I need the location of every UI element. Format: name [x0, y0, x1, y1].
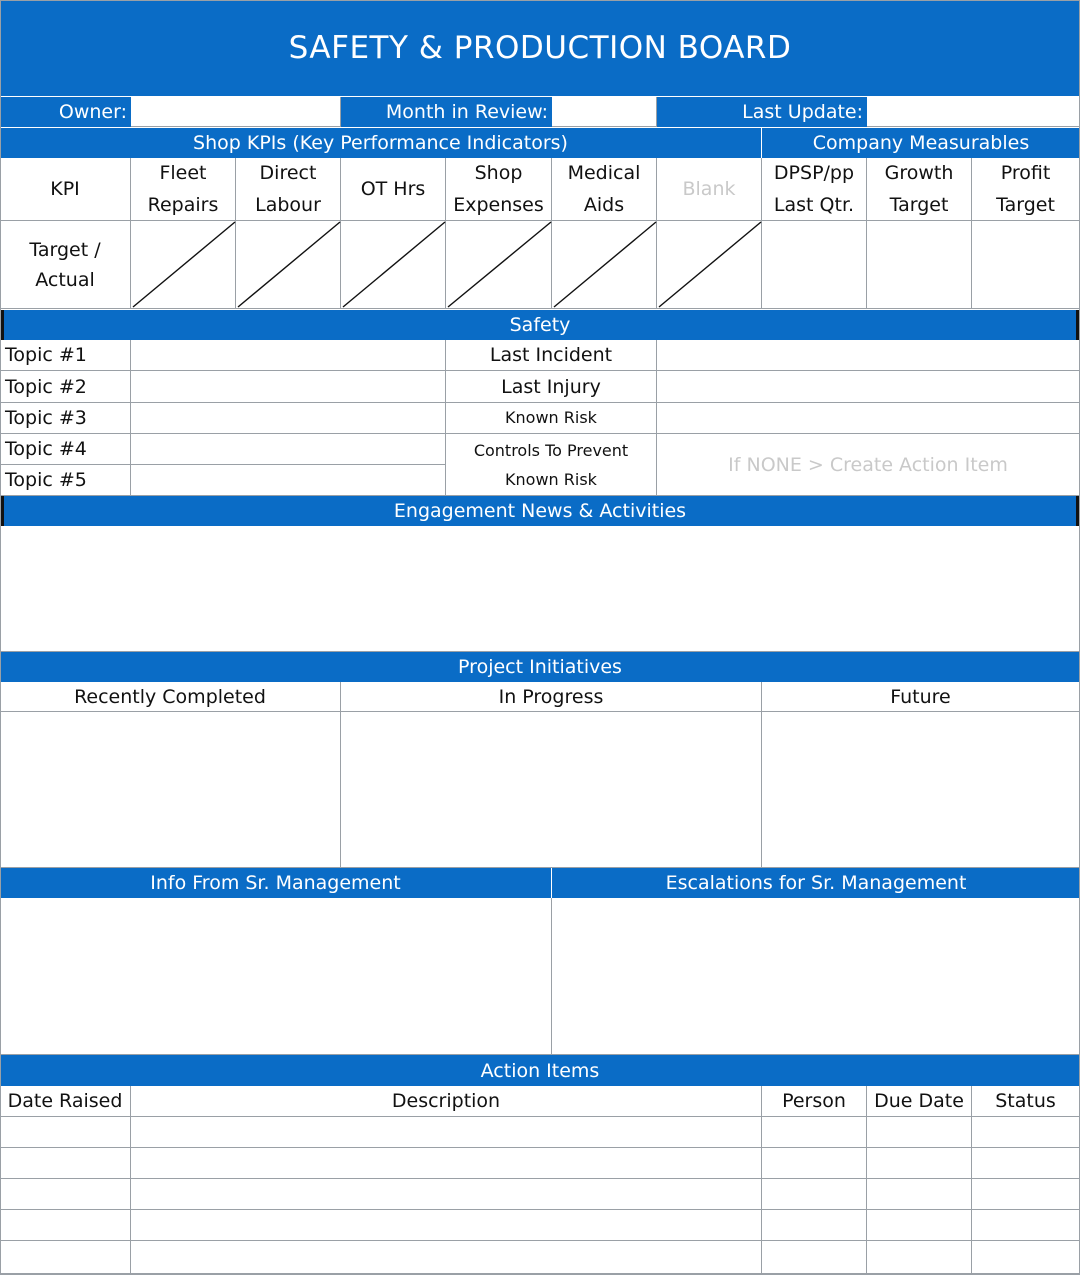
diagonal-divider: [552, 221, 657, 309]
in-progress-area[interactable]: [341, 712, 762, 868]
controls-label-line2: Known Risk: [505, 469, 597, 489]
action-item-cell[interactable]: [867, 1241, 972, 1274]
action-item-cell[interactable]: [867, 1148, 972, 1179]
target-actual-cell-fleet-repairs[interactable]: [131, 221, 236, 309]
kpi-column-shop-expenses: [446, 158, 552, 221]
kpi-column-label-line2: Repairs: [147, 194, 219, 216]
shop-kpis-header: Shop KPIs (Key Performance Indicators): [0, 128, 761, 158]
controls-label-line1: Controls To Prevent: [473, 440, 629, 460]
action-item-cell[interactable]: [762, 1179, 867, 1210]
kpi-column-direct-labour: [236, 158, 341, 221]
action-items-header: Action Items: [0, 1055, 1080, 1086]
kpi-column-label-line2: Expenses: [453, 194, 544, 216]
engagement-content-area[interactable]: [0, 526, 1080, 652]
kpi-column-label-line1: Medical: [567, 162, 641, 184]
target-actual-cell-blank[interactable]: [657, 221, 762, 309]
action-item-cell[interactable]: [131, 1241, 762, 1274]
action-item-cell[interactable]: [972, 1117, 1080, 1148]
controls-field[interactable]: If NONE > Create Action Item: [657, 434, 1080, 496]
target-actual-cell-ot-hrs[interactable]: [341, 221, 446, 309]
recently-completed-area[interactable]: [0, 712, 341, 868]
action-item-cell[interactable]: [972, 1148, 1080, 1179]
in-progress-header: In Progress: [341, 682, 762, 712]
action-item-cell[interactable]: [762, 1241, 867, 1274]
safety-topic-field[interactable]: [131, 403, 446, 434]
diagonal-divider: [446, 221, 552, 309]
safety-header-edge-left: [0, 310, 4, 340]
diagonal-divider: [341, 221, 446, 309]
action-item-cell[interactable]: [131, 1117, 762, 1148]
engagement-header-edge-left: [0, 496, 4, 526]
month-in-review-field[interactable]: [552, 97, 657, 127]
last-injury-label: Last Injury: [446, 371, 657, 403]
action-item-cell[interactable]: [0, 1148, 131, 1179]
company-column-dpsp: [762, 158, 867, 221]
owner-label: Owner:: [0, 97, 131, 127]
target-actual-cell-medical-aids[interactable]: [552, 221, 657, 309]
target-actual-label: [0, 221, 131, 309]
action-item-cell[interactable]: [131, 1179, 762, 1210]
action-item-cell[interactable]: [972, 1179, 1080, 1210]
company-column-label-line2: Last Qtr.: [773, 194, 855, 216]
future-header: Future: [762, 682, 1080, 712]
last-incident-field[interactable]: [657, 340, 1080, 371]
target-actual-label-line1: Target /: [29, 238, 101, 261]
action-item-cell[interactable]: [867, 1117, 972, 1148]
company-measurables-header: Company Measurables: [762, 128, 1080, 158]
action-item-cell[interactable]: [762, 1117, 867, 1148]
action-item-cell[interactable]: [0, 1117, 131, 1148]
safety-topic-field[interactable]: [131, 465, 446, 496]
company-column-label-line2: Target: [889, 194, 949, 216]
safety-header: Safety: [0, 310, 1080, 340]
kpi-column-label-line2: Labour: [255, 194, 321, 216]
engagement-header-edge-right: [1076, 496, 1080, 526]
known-risk-field[interactable]: [657, 403, 1080, 434]
kpi-column-blank: [657, 158, 762, 221]
action-col-person: Person: [762, 1086, 867, 1117]
action-col-status: Status: [972, 1086, 1080, 1117]
safety-topic-label: Topic #2: [0, 371, 131, 403]
kpi-column-label-line2: Aids: [583, 194, 625, 216]
action-item-cell[interactable]: [762, 1148, 867, 1179]
company-column-label-line2: Target: [996, 194, 1055, 216]
diagonal-divider: [236, 221, 341, 309]
target-actual-cell-direct-labour[interactable]: [236, 221, 341, 309]
last-update-label: Last Update:: [657, 97, 867, 127]
last-injury-field[interactable]: [657, 371, 1080, 403]
diagonal-divider: [657, 221, 762, 309]
action-item-cell[interactable]: [0, 1179, 131, 1210]
action-item-cell[interactable]: [972, 1241, 1080, 1274]
safety-topic-label: Topic #5: [0, 465, 131, 496]
safety-topic-field[interactable]: [131, 371, 446, 403]
target-actual-cell-growth-target[interactable]: [867, 221, 972, 309]
safety-topic-field[interactable]: [131, 434, 446, 465]
company-column-growth-target: [867, 158, 972, 221]
company-column-label-line1: DPSP/pp: [773, 162, 855, 184]
kpi-column-label-line1: OT Hrs: [360, 178, 426, 200]
action-item-cell[interactable]: [867, 1210, 972, 1241]
escalations-area[interactable]: [552, 898, 1080, 1055]
company-column-label-line1: Growth: [884, 162, 954, 184]
action-item-cell[interactable]: [867, 1179, 972, 1210]
engagement-header: Engagement News & Activities: [0, 496, 1080, 526]
target-actual-cell-shop-expenses[interactable]: [446, 221, 552, 309]
action-item-cell[interactable]: [131, 1148, 762, 1179]
future-area[interactable]: [762, 712, 1080, 868]
safety-topic-field[interactable]: [131, 340, 446, 371]
kpi-column-label-line1: Shop: [474, 162, 523, 184]
action-item-cell[interactable]: [0, 1241, 131, 1274]
last-incident-label: Last Incident: [446, 340, 657, 371]
kpi-label: KPI: [0, 158, 131, 221]
action-item-cell[interactable]: [972, 1210, 1080, 1241]
kpi-column-fleet-repairs: [131, 158, 236, 221]
kpi-column-ot-hrs: [341, 158, 446, 221]
kpi-column-label-line1: Blank: [682, 178, 736, 200]
escalations-header: Escalations for Sr. Management: [552, 868, 1080, 898]
board-title: SAFETY & PRODUCTION BOARD: [0, 0, 1080, 96]
company-column-label-line1: Profit: [1000, 162, 1051, 184]
project-initiatives-header: Project Initiatives: [0, 652, 1080, 682]
info-from-management-area[interactable]: [0, 898, 552, 1055]
diagonal-divider: [131, 221, 236, 309]
target-actual-cell-profit-target[interactable]: [972, 221, 1080, 309]
safety-header-edge-right: [1076, 310, 1080, 340]
info-from-management-header: Info From Sr. Management: [0, 868, 551, 898]
owner-field[interactable]: [131, 97, 341, 127]
month-in-review-label: Month in Review:: [341, 97, 552, 127]
kpi-column-label-line1: Fleet: [159, 162, 207, 184]
recently-completed-header: Recently Completed: [0, 682, 341, 712]
action-item-cell[interactable]: [131, 1210, 762, 1241]
target-actual-cell-dpsp[interactable]: [762, 221, 867, 309]
action-col-date-raised: Date Raised: [0, 1086, 131, 1117]
action-col-due-date: Due Date: [867, 1086, 972, 1117]
controls-to-prevent-label: [446, 434, 657, 496]
action-item-cell[interactable]: [0, 1210, 131, 1241]
known-risk-label: Known Risk: [446, 403, 657, 434]
safety-topic-label: Topic #3: [0, 403, 131, 434]
target-actual-label-line2: Actual: [35, 268, 95, 291]
action-col-description: Description: [131, 1086, 762, 1117]
kpi-column-medical-aids: [552, 158, 657, 221]
last-update-field[interactable]: [867, 97, 1080, 127]
company-column-profit-target: [972, 158, 1080, 221]
action-item-cell[interactable]: [762, 1210, 867, 1241]
safety-topic-label: Topic #1: [0, 340, 131, 371]
safety-topic-label: Topic #4: [0, 434, 131, 465]
kpi-column-label-line1: Direct: [259, 162, 317, 184]
